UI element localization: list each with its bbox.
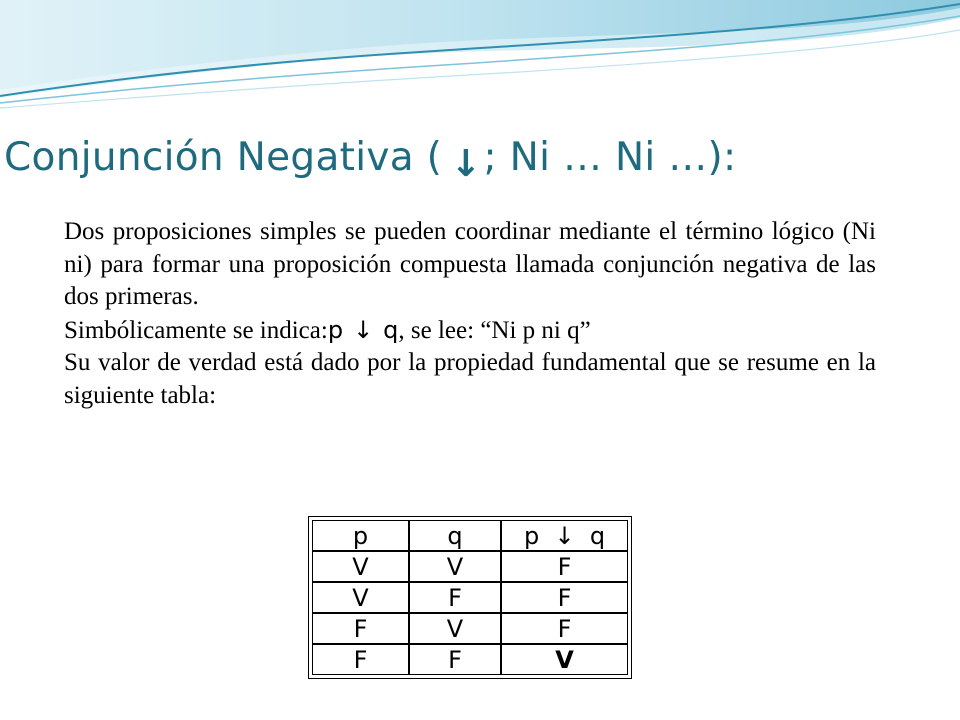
table-header-cell: q (409, 520, 501, 551)
down-arrow-icon: ↓ (353, 315, 374, 344)
table-row (312, 582, 628, 613)
symbolic-prefix: Simbólicamente se indica: (64, 316, 328, 344)
symbolic-line (64, 314, 876, 348)
table-cell: V (312, 551, 409, 582)
decorative-wave-banner (0, 0, 960, 115)
table-header-cell: p (312, 520, 409, 551)
table-cell: F (501, 613, 628, 644)
symbolic-expression (328, 316, 399, 344)
slide-title (4, 128, 737, 188)
table-row (312, 551, 628, 582)
table-row (312, 644, 628, 675)
table-cell: V (409, 613, 501, 644)
table-header-cell: p ↓ q (501, 520, 628, 551)
table-cell: F (312, 644, 409, 675)
value-paragraph: Su valor de verdad está dado por la propiedad fundamental que se resume en la siguiente tabla: (64, 349, 876, 409)
table-cell: F (501, 582, 628, 613)
truth-table (308, 516, 632, 679)
table-cell: V (312, 582, 409, 613)
table-cell: F (312, 613, 409, 644)
body-text (64, 216, 876, 412)
table-cell: F (409, 644, 501, 675)
symbol-p: p (327, 315, 344, 344)
table-cell: F (409, 582, 501, 613)
title-suffix: ; Ni … Ni …): (483, 135, 737, 180)
table-cell: V (501, 644, 628, 675)
table-cell: V (409, 551, 501, 582)
intro-paragraph: Dos proposiciones simples se pueden coordinar mediante el término lógico (Ni ni) para formar una proposición compuesta llamada conjunción negativa de las dos primeras. (64, 218, 876, 310)
symbolic-suffix: , se lee: “Ni p ni q” (398, 316, 591, 344)
down-arrow-icon: ↓ (450, 142, 482, 185)
title-prefix: Conjunción Negativa ( (4, 135, 443, 180)
table-cell: F (501, 551, 628, 582)
symbol-q: q (383, 315, 399, 344)
table-row (312, 613, 628, 644)
table-header-row (312, 520, 628, 551)
